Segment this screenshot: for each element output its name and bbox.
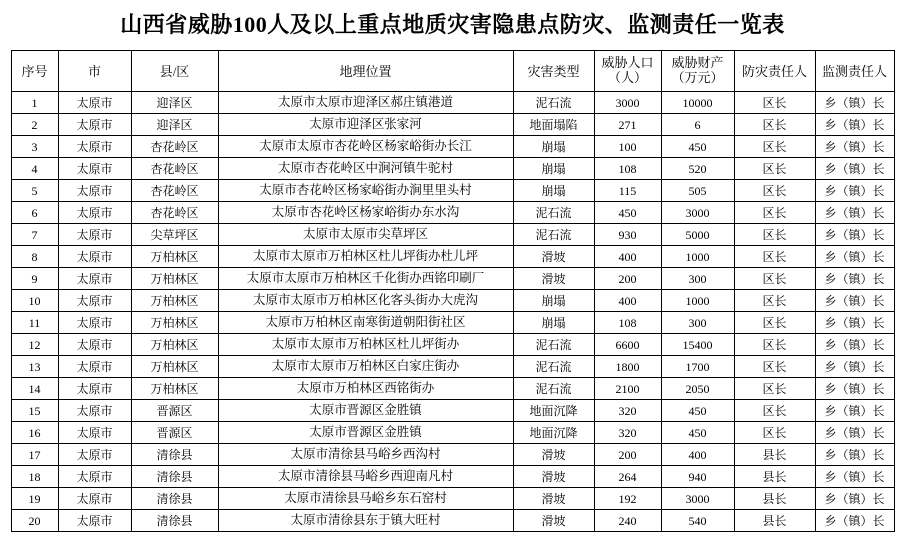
cell-monitoring-responsible: 乡（镇）长	[815, 290, 894, 312]
cell-disaster-type: 滑坡	[513, 444, 594, 466]
cell-location: 太原市太原市迎泽区郝庄镇港道	[218, 92, 513, 114]
cell-monitoring-responsible: 乡（镇）长	[815, 422, 894, 444]
cell-county: 杏花岭区	[131, 136, 218, 158]
cell-city: 太原市	[58, 268, 131, 290]
cell-threatened-property: 6	[661, 114, 734, 136]
table-header	[11, 51, 894, 92]
column-header-prevention-responsible: 防灾责任人	[734, 51, 815, 92]
cell-county: 万柏林区	[131, 246, 218, 268]
column-header-threatened-population	[594, 51, 661, 92]
cell-prevention-responsible: 区长	[734, 92, 815, 114]
cell-city: 太原市	[58, 158, 131, 180]
cell-threatened-population: 264	[594, 466, 661, 488]
cell-county: 杏花岭区	[131, 202, 218, 224]
cell-threatened-property: 450	[661, 400, 734, 422]
cell-threatened-population: 930	[594, 224, 661, 246]
cell-seq: 2	[11, 114, 58, 136]
cell-threatened-property: 3000	[661, 202, 734, 224]
cell-seq: 5	[11, 180, 58, 202]
cell-threatened-property: 400	[661, 444, 734, 466]
table-row	[11, 510, 894, 532]
cell-city: 太原市	[58, 444, 131, 466]
table-body	[11, 92, 894, 532]
cell-prevention-responsible: 区长	[734, 224, 815, 246]
cell-location: 太原市太原市万柏林区化客头街办大虎沟	[218, 290, 513, 312]
cell-threatened-population: 200	[594, 444, 661, 466]
cell-prevention-responsible: 区长	[734, 400, 815, 422]
cell-city: 太原市	[58, 290, 131, 312]
cell-prevention-responsible: 区长	[734, 246, 815, 268]
cell-seq: 1	[11, 92, 58, 114]
cell-county: 杏花岭区	[131, 180, 218, 202]
cell-threatened-population: 115	[594, 180, 661, 202]
table-row	[11, 202, 894, 224]
cell-city: 太原市	[58, 400, 131, 422]
cell-location: 太原市清徐县马峪乡东石窑村	[218, 488, 513, 510]
table-row	[11, 334, 894, 356]
cell-disaster-type: 崩塌	[513, 158, 594, 180]
cell-city: 太原市	[58, 202, 131, 224]
column-header-county: 县/区	[131, 51, 218, 92]
cell-seq: 12	[11, 334, 58, 356]
cell-threatened-population: 271	[594, 114, 661, 136]
cell-monitoring-responsible: 乡（镇）长	[815, 466, 894, 488]
cell-prevention-responsible: 区长	[734, 202, 815, 224]
cell-threatened-property: 10000	[661, 92, 734, 114]
cell-threatened-population: 240	[594, 510, 661, 532]
cell-location: 太原市太原市杏花岭区杨家峪街办长江	[218, 136, 513, 158]
cell-location: 太原市万柏林区南寒街道朝阳街社区	[218, 312, 513, 334]
cell-county: 清徐县	[131, 444, 218, 466]
cell-seq: 17	[11, 444, 58, 466]
cell-county: 清徐县	[131, 510, 218, 532]
column-header-location: 地理位置	[218, 51, 513, 92]
cell-city: 太原市	[58, 114, 131, 136]
cell-threatened-property: 2050	[661, 378, 734, 400]
cell-disaster-type: 滑坡	[513, 268, 594, 290]
cell-county: 万柏林区	[131, 356, 218, 378]
cell-county: 晋源区	[131, 400, 218, 422]
cell-county: 迎泽区	[131, 114, 218, 136]
cell-disaster-type: 崩塌	[513, 312, 594, 334]
table-row	[11, 290, 894, 312]
cell-location: 太原市杏花岭区中涧河镇牛驼村	[218, 158, 513, 180]
cell-disaster-type: 滑坡	[513, 466, 594, 488]
cell-seq: 18	[11, 466, 58, 488]
column-header-threatened-property	[661, 51, 734, 92]
cell-prevention-responsible: 区长	[734, 136, 815, 158]
cell-threatened-property: 450	[661, 422, 734, 444]
cell-monitoring-responsible: 乡（镇）长	[815, 356, 894, 378]
cell-county: 迎泽区	[131, 92, 218, 114]
cell-disaster-type: 泥石流	[513, 92, 594, 114]
cell-threatened-property: 505	[661, 180, 734, 202]
cell-threatened-property: 520	[661, 158, 734, 180]
cell-monitoring-responsible: 乡（镇）长	[815, 180, 894, 202]
cell-threatened-property: 1000	[661, 246, 734, 268]
table-row	[11, 92, 894, 114]
cell-disaster-type: 地面沉降	[513, 400, 594, 422]
cell-prevention-responsible: 区长	[734, 334, 815, 356]
cell-threatened-property: 300	[661, 268, 734, 290]
cell-location: 太原市太原市万柏林区千化街办西铭印刷厂	[218, 268, 513, 290]
cell-monitoring-responsible: 乡（镇）长	[815, 488, 894, 510]
cell-city: 太原市	[58, 422, 131, 444]
column-header-monitoring-responsible: 监测责任人	[815, 51, 894, 92]
cell-seq: 11	[11, 312, 58, 334]
cell-county: 万柏林区	[131, 290, 218, 312]
cell-prevention-responsible: 区长	[734, 290, 815, 312]
cell-prevention-responsible: 县长	[734, 466, 815, 488]
cell-monitoring-responsible: 乡（镇）长	[815, 114, 894, 136]
cell-county: 杏花岭区	[131, 158, 218, 180]
table-row	[11, 180, 894, 202]
cell-disaster-type: 泥石流	[513, 334, 594, 356]
cell-threatened-population: 1800	[594, 356, 661, 378]
cell-location: 太原市清徐县马峪乡西沟村	[218, 444, 513, 466]
hazard-responsibility-table	[11, 50, 895, 532]
cell-threatened-population: 6600	[594, 334, 661, 356]
cell-seq: 7	[11, 224, 58, 246]
cell-threatened-population: 100	[594, 136, 661, 158]
cell-seq: 3	[11, 136, 58, 158]
cell-disaster-type: 崩塌	[513, 136, 594, 158]
cell-threatened-population: 2100	[594, 378, 661, 400]
cell-location: 太原市清徐县马峪乡西迎南凡村	[218, 466, 513, 488]
cell-city: 太原市	[58, 312, 131, 334]
cell-city: 太原市	[58, 334, 131, 356]
table-row	[11, 268, 894, 290]
cell-monitoring-responsible: 乡（镇）长	[815, 92, 894, 114]
table-row	[11, 444, 894, 466]
cell-threatened-property: 1700	[661, 356, 734, 378]
cell-disaster-type: 地面沉降	[513, 422, 594, 444]
table-row	[11, 312, 894, 334]
cell-seq: 4	[11, 158, 58, 180]
cell-city: 太原市	[58, 356, 131, 378]
table-row	[11, 378, 894, 400]
cell-prevention-responsible: 县长	[734, 444, 815, 466]
cell-threatened-population: 200	[594, 268, 661, 290]
cell-county: 清徐县	[131, 488, 218, 510]
threatened-population-line1: 威胁人口	[601, 55, 654, 71]
cell-threatened-population: 450	[594, 202, 661, 224]
cell-threatened-population: 108	[594, 158, 661, 180]
cell-threatened-population: 192	[594, 488, 661, 510]
cell-disaster-type: 滑坡	[513, 246, 594, 268]
cell-location: 太原市杏花岭区杨家峪街办涧里里头村	[218, 180, 513, 202]
table-row	[11, 158, 894, 180]
table-row	[11, 246, 894, 268]
table-row	[11, 488, 894, 510]
cell-prevention-responsible: 区长	[734, 356, 815, 378]
cell-disaster-type: 崩塌	[513, 180, 594, 202]
table-row	[11, 114, 894, 136]
column-header-seq: 序号	[11, 51, 58, 92]
cell-city: 太原市	[58, 180, 131, 202]
cell-seq: 6	[11, 202, 58, 224]
cell-prevention-responsible: 区长	[734, 114, 815, 136]
cell-monitoring-responsible: 乡（镇）长	[815, 400, 894, 422]
cell-seq: 16	[11, 422, 58, 444]
cell-threatened-property: 450	[661, 136, 734, 158]
table-header-row	[11, 51, 894, 92]
cell-prevention-responsible: 区长	[734, 312, 815, 334]
table-row	[11, 422, 894, 444]
cell-city: 太原市	[58, 488, 131, 510]
cell-monitoring-responsible: 乡（镇）长	[815, 224, 894, 246]
table-row	[11, 356, 894, 378]
cell-seq: 10	[11, 290, 58, 312]
cell-location: 太原市杏花岭区杨家峪街办东水沟	[218, 202, 513, 224]
threatened-property-line2: （万元）	[671, 70, 724, 86]
cell-threatened-population: 3000	[594, 92, 661, 114]
cell-disaster-type: 崩塌	[513, 290, 594, 312]
cell-threatened-property: 300	[661, 312, 734, 334]
cell-location: 太原市太原市万柏林区杜儿坪街办	[218, 334, 513, 356]
cell-county: 万柏林区	[131, 268, 218, 290]
cell-seq: 13	[11, 356, 58, 378]
cell-monitoring-responsible: 乡（镇）长	[815, 334, 894, 356]
table-row	[11, 400, 894, 422]
cell-location: 太原市晋源区金胜镇	[218, 422, 513, 444]
cell-seq: 19	[11, 488, 58, 510]
cell-monitoring-responsible: 乡（镇）长	[815, 510, 894, 532]
cell-threatened-population: 320	[594, 422, 661, 444]
cell-monitoring-responsible: 乡（镇）长	[815, 268, 894, 290]
cell-prevention-responsible: 区长	[734, 180, 815, 202]
cell-city: 太原市	[58, 378, 131, 400]
cell-city: 太原市	[58, 246, 131, 268]
column-header-city: 市	[58, 51, 131, 92]
cell-city: 太原市	[58, 466, 131, 488]
page-title: 山西省威胁100人及以上重点地质灾害隐患点防灾、监测责任一览表	[120, 12, 785, 37]
threatened-population-line2: （人）	[607, 70, 647, 86]
cell-threatened-property: 540	[661, 510, 734, 532]
cell-disaster-type: 地面塌陷	[513, 114, 594, 136]
cell-seq: 15	[11, 400, 58, 422]
cell-prevention-responsible: 县长	[734, 510, 815, 532]
cell-prevention-responsible: 区长	[734, 268, 815, 290]
cell-monitoring-responsible: 乡（镇）长	[815, 378, 894, 400]
cell-prevention-responsible: 区长	[734, 158, 815, 180]
cell-location: 太原市迎泽区张家河	[218, 114, 513, 136]
cell-location: 太原市清徐县东于镇大旺村	[218, 510, 513, 532]
cell-prevention-responsible: 区长	[734, 378, 815, 400]
cell-monitoring-responsible: 乡（镇）长	[815, 158, 894, 180]
cell-seq: 20	[11, 510, 58, 532]
cell-county: 清徐县	[131, 466, 218, 488]
cell-county: 万柏林区	[131, 334, 218, 356]
cell-seq: 14	[11, 378, 58, 400]
cell-threatened-population: 400	[594, 290, 661, 312]
cell-disaster-type: 滑坡	[513, 510, 594, 532]
cell-disaster-type: 泥石流	[513, 378, 594, 400]
cell-monitoring-responsible: 乡（镇）长	[815, 312, 894, 334]
cell-city: 太原市	[58, 136, 131, 158]
cell-monitoring-responsible: 乡（镇）长	[815, 246, 894, 268]
cell-location: 太原市万柏林区西铭街办	[218, 378, 513, 400]
table-row	[11, 224, 894, 246]
cell-county: 晋源区	[131, 422, 218, 444]
cell-threatened-population: 108	[594, 312, 661, 334]
column-header-disaster-type: 灾害类型	[513, 51, 594, 92]
cell-threatened-property: 15400	[661, 334, 734, 356]
cell-threatened-property: 940	[661, 466, 734, 488]
cell-prevention-responsible: 县长	[734, 488, 815, 510]
cell-county: 万柏林区	[131, 378, 218, 400]
cell-monitoring-responsible: 乡（镇）长	[815, 202, 894, 224]
threatened-property-line1: 威胁财产	[671, 55, 724, 71]
cell-location: 太原市晋源区金胜镇	[218, 400, 513, 422]
cell-prevention-responsible: 区长	[734, 422, 815, 444]
cell-county: 万柏林区	[131, 312, 218, 334]
cell-seq: 8	[11, 246, 58, 268]
table-row	[11, 136, 894, 158]
cell-monitoring-responsible: 乡（镇）长	[815, 444, 894, 466]
cell-city: 太原市	[58, 224, 131, 246]
cell-threatened-property: 3000	[661, 488, 734, 510]
cell-threatened-property: 5000	[661, 224, 734, 246]
cell-disaster-type: 泥石流	[513, 356, 594, 378]
cell-county: 尖草坪区	[131, 224, 218, 246]
cell-location: 太原市太原市万柏林区白家庄街办	[218, 356, 513, 378]
cell-monitoring-responsible: 乡（镇）长	[815, 136, 894, 158]
cell-location: 太原市太原市尖草坪区	[218, 224, 513, 246]
cell-city: 太原市	[58, 510, 131, 532]
cell-threatened-population: 400	[594, 246, 661, 268]
cell-disaster-type: 泥石流	[513, 202, 594, 224]
cell-city: 太原市	[58, 92, 131, 114]
table-row	[11, 466, 894, 488]
cell-threatened-population: 320	[594, 400, 661, 422]
cell-threatened-property: 1000	[661, 290, 734, 312]
cell-disaster-type: 滑坡	[513, 488, 594, 510]
cell-seq: 9	[11, 268, 58, 290]
cell-disaster-type: 泥石流	[513, 224, 594, 246]
cell-location: 太原市太原市万柏林区杜儿坪街办杜儿坪	[218, 246, 513, 268]
